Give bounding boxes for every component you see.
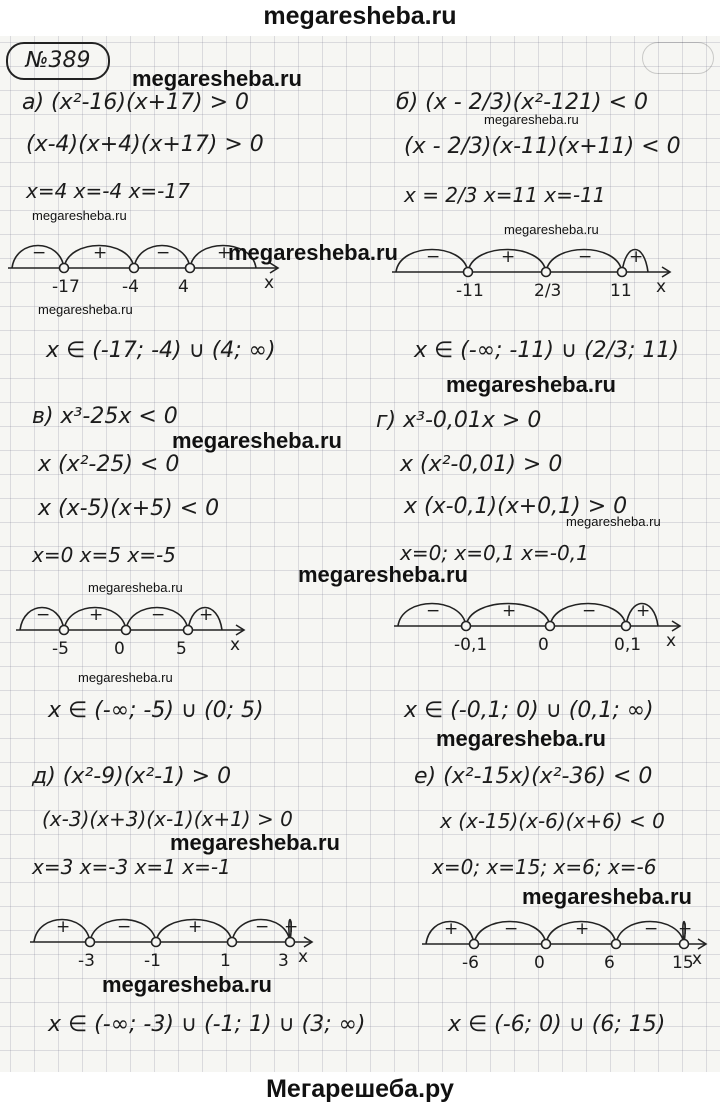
part-d-number-line <box>0 896 340 976</box>
watermark: megaresheba.ru <box>436 726 606 751</box>
sign-label: − <box>426 247 441 267</box>
root-label: 0 <box>114 639 125 659</box>
part-g-line-4: x=0; x=0,1 x=-0,1 <box>400 541 589 565</box>
part-e-number-line <box>400 898 720 978</box>
root-point <box>122 626 131 635</box>
part-e-answer: x ∈ (-6; 0) ∪ (6; 15) <box>448 1012 666 1037</box>
root-point <box>86 938 95 947</box>
axis-x-label: x <box>692 949 703 969</box>
watermark-small: megaresheba.ru <box>484 112 579 127</box>
part-e-line-3: x=0; x=15; x=6; x=-6 <box>432 855 657 879</box>
part-d-line-3: x=3 x=-3 x=1 x=-1 <box>32 855 231 879</box>
part-b-answer: x ∈ (-∞; -11) ∪ (2/3; 11) <box>414 338 679 363</box>
root-point <box>680 940 689 949</box>
part-d-line-2: (x-3)(x+3)(x-1)(x+1) > 0 <box>42 807 293 831</box>
part-a-line-2: (x-4)(x+4)(x+17) > 0 <box>26 132 264 157</box>
root-label: 2/3 <box>534 281 562 301</box>
root-label: -3 <box>78 951 95 971</box>
part-v-line-3: x (x-5)(x+5) < 0 <box>38 496 220 521</box>
sign-label: − <box>151 605 166 625</box>
watermark-small: megaresheba.ru <box>32 208 127 223</box>
sign-label: + <box>501 247 516 267</box>
sign-label: − <box>117 917 132 937</box>
root-point <box>542 268 551 277</box>
sign-label: − <box>578 247 593 267</box>
sign-label: − <box>36 605 51 625</box>
axis-x-label: x <box>298 947 309 967</box>
part-b-number-line <box>360 232 700 312</box>
watermark-small: megaresheba.ru <box>566 514 661 529</box>
sign-label: − <box>32 243 47 263</box>
part-g-line-3: x (x-0,1)(x+0,1) > 0 <box>404 494 628 519</box>
root-point <box>152 938 161 947</box>
root-label: -4 <box>122 277 139 297</box>
root-point <box>130 264 139 273</box>
root-label: -1 <box>144 951 161 971</box>
root-label: 3 <box>278 951 289 971</box>
part-e-line-1: е) (x²-15x)(x²-36) < 0 <box>414 764 653 789</box>
part-v-answer: x ∈ (-∞; -5) ∪ (0; 5) <box>48 698 264 723</box>
sign-label: − <box>255 917 270 937</box>
problem-number: №389 <box>6 42 110 80</box>
sign-label: − <box>426 601 441 621</box>
root-point <box>60 626 69 635</box>
root-label: 15 <box>672 953 694 973</box>
part-g-answer: x ∈ (-0,1; 0) ∪ (0,1; ∞) <box>404 698 654 723</box>
part-d-answer: x ∈ (-∞; -3) ∪ (-1; 1) ∪ (3; ∞) <box>48 1012 366 1037</box>
root-point <box>60 264 69 273</box>
show-through-mark <box>642 42 714 74</box>
root-point <box>622 622 631 631</box>
root-point <box>184 626 193 635</box>
axis-x-label: x <box>230 635 241 655</box>
sign-label: + <box>636 601 651 621</box>
notebook-page <box>0 36 720 1072</box>
root-point <box>462 622 471 631</box>
root-point <box>612 940 621 949</box>
root-label: 0 <box>534 953 545 973</box>
part-b-line-2: (x - 2/3)(x-11)(x+11) < 0 <box>404 134 681 159</box>
root-label: 11 <box>610 281 632 301</box>
part-v-line-4: x=0 x=5 x=-5 <box>32 543 176 567</box>
root-point <box>470 940 479 949</box>
axis-x-label: x <box>264 273 275 293</box>
sign-label: − <box>156 243 171 263</box>
sign-label: + <box>89 605 104 625</box>
root-label: 0 <box>538 635 549 655</box>
part-g-line-2: x (x²-0,01) > 0 <box>400 452 563 477</box>
root-label: 1 <box>220 951 231 971</box>
watermark: megaresheba.ru <box>446 372 616 397</box>
root-label: 5 <box>176 639 187 659</box>
root-label: -5 <box>52 639 69 659</box>
root-label: -6 <box>462 953 479 973</box>
part-a-line-1: а) (x²-16)(x+17) > 0 <box>22 90 250 115</box>
part-g-line-1: г) x³-0,01x > 0 <box>376 408 542 433</box>
axis-x-label: x <box>656 277 667 297</box>
watermark: megaresheba.ru <box>522 884 692 909</box>
root-label: 0,1 <box>614 635 642 655</box>
sign-label: + <box>188 917 203 937</box>
part-a-answer: x ∈ (-17; -4) ∪ (4; ∞) <box>46 338 276 363</box>
root-point <box>186 264 195 273</box>
sign-label: + <box>678 919 693 939</box>
root-label: -0,1 <box>454 635 488 655</box>
root-label: -17 <box>52 277 80 297</box>
part-e-line-2: x (x-15)(x-6)(x+6) < 0 <box>440 809 665 833</box>
part-v-line-1: в) x³-25x < 0 <box>32 404 178 429</box>
watermark-small: megaresheba.ru <box>88 580 183 595</box>
sign-label: + <box>217 243 232 263</box>
watermark: megaresheba.ru <box>228 240 398 265</box>
site-header[interactable]: megaresheba.ru <box>263 2 457 30</box>
sign-label: + <box>56 917 71 937</box>
root-point <box>228 938 237 947</box>
part-b-line-3: x = 2/3 x=11 x=-11 <box>404 183 606 207</box>
sign-label: + <box>93 243 108 263</box>
watermark-small: megaresheba.ru <box>38 302 133 317</box>
watermark: megaresheba.ru <box>102 972 272 997</box>
root-point <box>464 268 473 277</box>
root-label: 6 <box>604 953 615 973</box>
sign-label: − <box>582 601 597 621</box>
sign-label: + <box>575 919 590 939</box>
root-label: -11 <box>456 281 484 301</box>
root-point <box>286 938 295 947</box>
site-footer[interactable]: Мегарешеба.ру <box>266 1075 454 1103</box>
root-point <box>542 940 551 949</box>
sign-label: + <box>629 247 644 267</box>
root-label: 4 <box>178 277 189 297</box>
watermark: megaresheba.ru <box>170 830 340 855</box>
sign-label: − <box>504 919 519 939</box>
part-v-line-2: x (x²-25) < 0 <box>38 452 180 477</box>
part-b-line-1: б) (x - 2/3)(x²-121) < 0 <box>396 90 649 115</box>
sign-label: + <box>444 919 459 939</box>
root-point <box>546 622 555 631</box>
sign-label: + <box>502 601 517 621</box>
watermark: megaresheba.ru <box>298 562 468 587</box>
sign-label: + <box>199 605 214 625</box>
watermark: megaresheba.ru <box>172 428 342 453</box>
part-v-number-line <box>0 588 330 668</box>
watermark: megaresheba.ru <box>132 66 302 91</box>
sign-label: + <box>284 917 299 937</box>
sign-label: − <box>644 919 659 939</box>
part-d-line-1: д) (x²-9)(x²-1) > 0 <box>32 764 232 789</box>
part-a-line-3: x=4 x=-4 x=-17 <box>26 179 190 203</box>
watermark-small: megaresheba.ru <box>504 222 599 237</box>
watermark-small: megaresheba.ru <box>78 670 173 685</box>
part-g-number-line <box>380 588 700 668</box>
root-point <box>618 268 627 277</box>
axis-x-label: x <box>666 631 677 651</box>
